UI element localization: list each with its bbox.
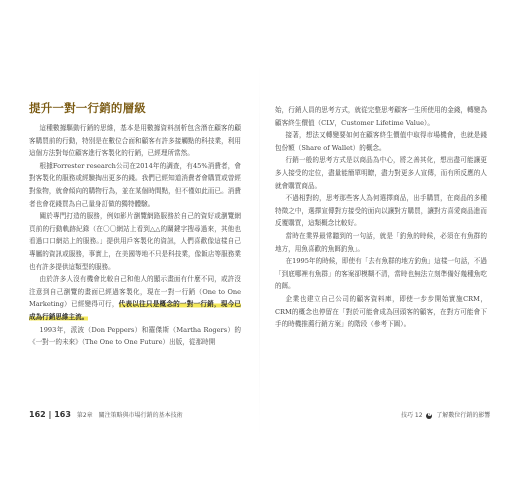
paragraph-text: 由於許多人沒有機會比較自己和他人的顯示畫面有什麼不同，或許沒注意到自己瀏覽的畫面已經過客製化，現在一對一行銷（One to One Marketing）已經變得可行， <box>29 275 241 309</box>
paragraph: 當時在業界最常聽到的一句話，就是「釣魚的時候，必須在有魚群的地方，用魚喜歡的魚餌釣魚」。 <box>275 231 487 253</box>
highlighted-text: 代表以往只是概念的一對一行銷，現今已成為行銷思維主流。 <box>29 300 242 321</box>
paragraph: 關於專門打造的服務，例如影片瀏覽網路服務於自己的資好或瀏覽網頁前的行動軌跡紀錄（在〇〇網站上看到△△的關鍵字搜尋過來，其他也看過口口網站上的服務。」提供用戶客製化的資訊，人們喜歡像這樣自己專屬的資訊或服務，事實上，在美國等地不只是科技業，像飯店等服務業也有許多提供這類型的服務。 <box>29 212 241 271</box>
paragraph-with-highlight <box>29 273 241 323</box>
paragraph: 1993年，派波（Don Peppers）和羅傑斯（Martha Rogers）的《一對一的未來》（The One to One Future）出版，從那時開 <box>29 325 241 347</box>
paragraph: 接著，想法又轉變要如何在顧客終生價值中取得市場機會，也就是錢包份額（Share of Wallet）的概念。 <box>275 131 487 152</box>
paragraph: 根據Forrester research公司在2014年的調查，有45%消費者，會對客製化的服務或經驗掏出更多的錢。我們已經知道消費者會購買或曾經對象物，就會傾向的購物行為，並在某個時間點，但不僅如此而已。消費者也會花錢買為自己量身訂做的獨特體驗。 <box>29 161 241 208</box>
chapter-title: 關注策略與市場行銷的基本技術 <box>98 412 183 419</box>
right-body-text <box>275 104 487 331</box>
page-numbers: 162 | 163 <box>29 410 71 419</box>
paragraph: 企業也建立自己公司的顧客資料庫，即使一步步開始實施CRM，CRM的概念也停留在「對於可能會成為回頭客的顧客，在對方可能會下手的時機推薦行銷方案」的階段（參考下圖）。 <box>275 294 487 329</box>
right-page <box>260 0 520 500</box>
paragraph: 這種數據驅動行銷的思維，基本是用數據資料剖析包含潛在顧客的顧客購買前的行動，特別是在數位合面和顧客有許多接觸點的科技業，利用這個方法對每位顧客進行客製化的行銷，已經理所當然。 <box>29 124 241 158</box>
section-label: 技巧 12 <box>401 412 423 419</box>
section-title: 提升一對一行銷的層級 <box>29 101 146 115</box>
paragraph: 在1995年的時候，即使有「去有魚群的地方釣魚」這樣一句話，不過「到底哪裡有魚群」的客案卻模糊不清，當時也無法立刻準備好幾種魚吃的餌。 <box>275 257 487 291</box>
paragraph: 不過相對的，思考那些客人為何選擇商品，出手購買，在商品的多種特徵之中，選擇宣傳對方接受的面向以讓對方購買，讓對方喜愛商品進而反覆購買，這類概念比較好。 <box>275 194 487 228</box>
number-one-icon: ❶ <box>427 412 432 418</box>
paragraph: 行銷一般的思考方式是以商品為中心，將之善其化，想出盡可能讓更多人接受的定位，盡量能簡單明瞭，盡力對更多人宣傳，而有所反應的人就會購買商品。 <box>275 156 487 190</box>
section-title-footer: 了解數位行銷的影響 <box>436 412 491 419</box>
paragraph: 始，行銷人員的思考方式，就從完整思考顧客一生所使用的金錢，轉變為顧客終生價值（CLV，Customer Lifetime Value）。 <box>275 106 487 127</box>
right-footer <box>401 410 490 419</box>
left-footer <box>29 410 183 419</box>
left-body-text <box>29 122 241 349</box>
chapter-label: 第2章 <box>76 412 93 419</box>
